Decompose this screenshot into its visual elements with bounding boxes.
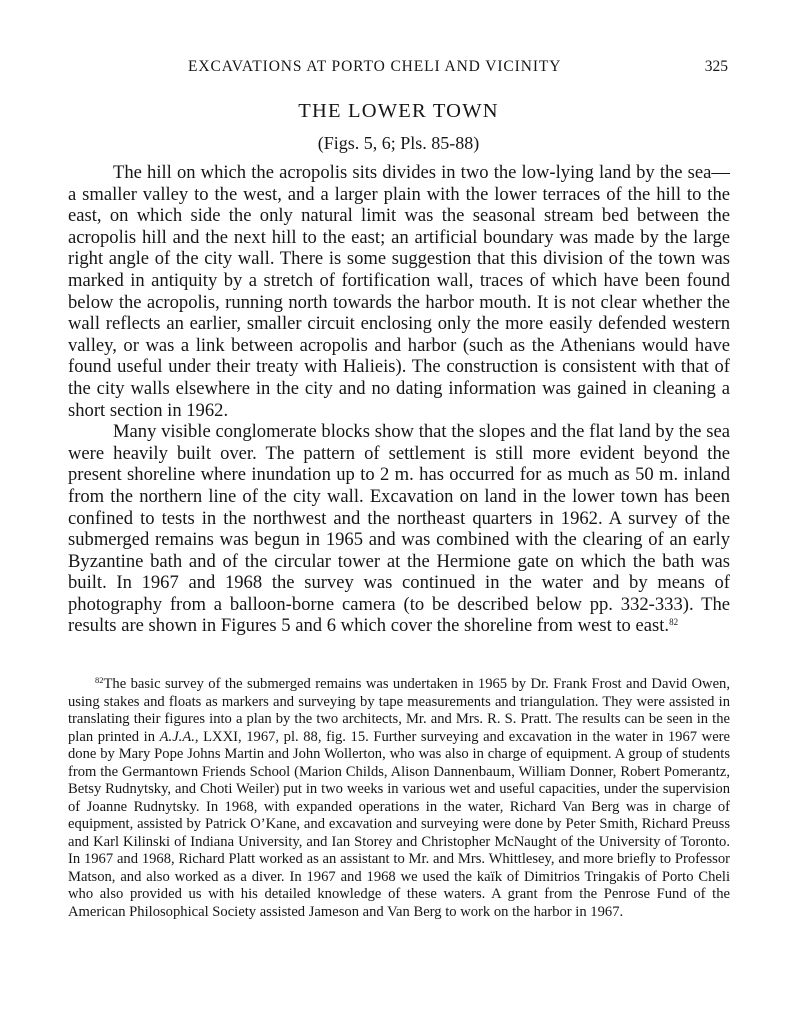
running-head [68, 58, 728, 78]
footnote [68, 676, 730, 921]
body-paragraph [68, 421, 730, 637]
section-figure-reference: (Figs. 5, 6; Pls. 85-88) [317, 133, 480, 153]
footnote-reference[interactable]: 82 [669, 617, 679, 628]
footnote-paragraph [68, 676, 730, 921]
journal-abbreviation: A.J.A. [159, 728, 195, 745]
paragraph-text: Many visible conglomerate blocks show that the slopes and the flat land by the sea were heavily built over. The pattern of settlement is still more evident beyond the present shoreline where inundation up to 2 m. has occurred for as much as 50 m. inland from the northern line of the city wall. Excavation on land in the lower town has been confined to tests in the northwest and the northeast quarters in 1962. A survey of the submerged remains was begun in 1965 and was combined with the clearing of an early Byzantine bath and of the circular tower at the Hermione gate on which the bath was built. In 1967 and 1968 the survey was continued in the water and by means of photography from a balloon-borne camera (to be described below pp. 332-333). The results are shown in Figures 5 and 6 which cover the shoreline from west to east. [68, 421, 730, 637]
footnote-number: 82 [95, 675, 104, 685]
paragraph-text: The hill on which the acropolis sits divides in two the low-lying land by the sea—a smaller valley to the west, and a larger plain with the lower terraces of the hill to the east, on which side the only natural limit was the seasonal stream bed between the acropolis hill and the next hill to the east; an artificial boundary was made by the large right angle of the city wall. There is some suggestion that this division of the town was marked in antiquity by a stretch of fortification wall, traces of which have been found below the acropolis, running north towards the harbor mouth. It is not clear whether the wall reflects an earlier, smaller circuit enclosing only the more easily defended western valley, or was a link between acropolis and harbor (such as the Athenians would have found useful under their treaty with Halieis). The construction is consistent with that of the city walls elsewhere in the city and no dating information was gained in cleaning a short section in 1962. [68, 162, 730, 421]
page-number: 325 [704, 58, 728, 75]
footnote-text-continued: , LXXI, 1967, pl. 88, fig. 15. Further surveying and excavation in the water in 1967 were done by Mary Pope Johns Martin and John Wollerton, who was also in charge of equipment. A group of students from the Germantown Friends School (Marion Childs, Alison Dannenbaum, William Donner, Robert Pomerantz, Betsy Rudnytsky, and Choti Weiler) put in two weeks in various wet and useful capacities, under the supervision of Joanne Rudnytsky. In 1968, with expanded operations in the water, Richard Van Berg was in charge of equipment, assisted by Patrick O’Kane, and excavation and surveying were done by Peter Smith, Richard Preuss and Karl Kilinski of Indiana University, and Ian Storey and Christopher McNaught of the University of Toronto. In 1967 and 1968, Richard Platt worked as an assistant to Mr. and Mrs. Whittlesey, and more briefly to Professor Matson, and also worked as a diver. In 1967 and 1968 we used the kaïk of Dimitrios Tringakis of Porto Cheli who also provided us with his detailed knowledge of these waters. A grant from the Penrose Fund of the American Philosophical Society assisted Jameson and Van Berg to work on the harbor in 1967. [68, 728, 731, 920]
body-text [68, 162, 730, 637]
running-head-title: EXCAVATIONS AT PORTO CHELI AND VICINITY [188, 58, 562, 75]
section-title: THE LOWER TOWN [298, 100, 499, 122]
body-paragraph [68, 162, 730, 421]
footnote-text: The basic survey of the submerged remains was undertaken in 1965 by Dr. Frank Frost and David Owen, using stakes and floats as markers and surveying by tape measurements and triangulation. They were assisted in translating their figures into a plan by the two architects, Mr. and Mrs. R. S. Pratt. The results can be seen in the plan printed in [68, 676, 730, 745]
